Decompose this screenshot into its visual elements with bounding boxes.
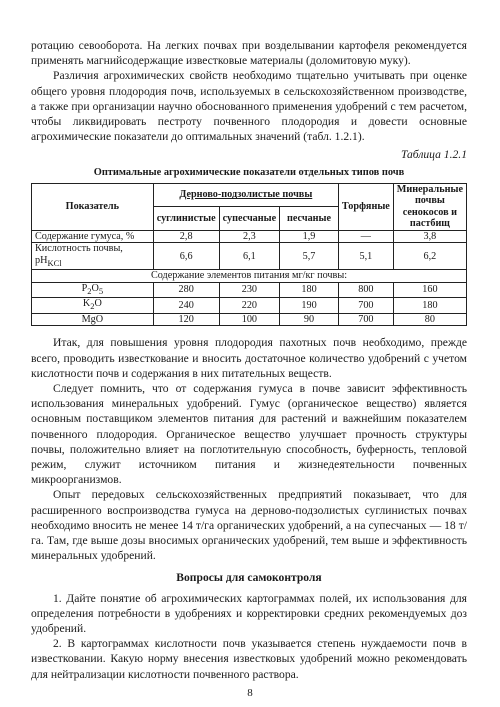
table-section-row <box>32 270 467 283</box>
cell: 80 <box>393 313 466 326</box>
cell: 3,8 <box>393 230 466 243</box>
agrochemical-table <box>31 183 467 327</box>
header-group: Дерново-подзолистые почвы <box>153 183 338 207</box>
header-sandy: песчаные <box>280 207 339 231</box>
row-label: $P_2O_5$ <box>32 282 154 298</box>
paragraph-4: Следует помнить, что от содержания гумуса в почве зависит эффективность использования минеральных удобрений. Гумус (органическое вещество) является основным поставщиком элементов питания для растений и важнейшим показателем почвенного плодородия. Органическое вещество улучшает прочность структуры почвы, положительно влияет на поглотительную способность, буферность, тепловой режим, служит источником питания и жизнедеятельности почвенных микроорганизмов. <box>31 382 467 487</box>
cell: 2,8 <box>153 230 219 243</box>
cell: 800 <box>338 282 393 298</box>
paragraph-1: ротацию севооборота. На легких почвах при возделывании картофеля рекомендуется применять магнийсодержащие известковые материалы (доломитовую муку). <box>31 39 467 68</box>
paragraph-5: Опыт передовых сельскохозяйственных предприятий показывает, что для расширенного воспроизводства гумуса на дерново-подзолистых суглинистых почвах необходимо вносить не менее 14 т/га органических удобрений, а на супесчаных — 18 т/га. Там, где выше дозы вносимых органических удобрений, тем выше и эффективность минеральных удобрений. <box>31 488 467 563</box>
question-1: 1. Дайте понятие об агрохимических картограммах полей, их использования для определения потребности в удобрениях и корректировки средних рекомендуемых доз удобрений. <box>31 591 467 636</box>
cell: 2,3 <box>219 230 280 243</box>
cell: 240 <box>153 298 219 314</box>
header-loam: суглинистые <box>153 207 219 231</box>
table-row <box>32 298 467 314</box>
table-row <box>32 230 467 243</box>
cell: 90 <box>280 313 339 326</box>
cell: 1,9 <box>280 230 339 243</box>
header-mineral: Минеральные почвы сенокосов и пастбищ <box>393 183 466 230</box>
cell: 120 <box>153 313 219 326</box>
cell: — <box>338 230 393 243</box>
cell: 5,7 <box>280 243 339 270</box>
cell: 6,2 <box>393 243 466 270</box>
row-label: Кислотность почвы, $pH_{KCl}$ <box>32 243 154 270</box>
cell: 220 <box>219 298 280 314</box>
header-sandy-loam: супесчаные <box>219 207 280 231</box>
row-label: Содержание гумуса, % <box>32 230 154 243</box>
cell: 100 <box>219 313 280 326</box>
cell: 180 <box>393 298 466 314</box>
question-2: 2. В картограммах кислотности почв указывается степень нуждаемости почв в известковании. Какую норму внесения известковых удобрений можно рекомендовать для нейтрализации кислотности почвенного раствора. <box>31 637 467 681</box>
paragraph-2: Различия агрохимических свойств необходимо тщательно учитывать при оценке общего уровня плодородия почв, используемых в сельскохозяйственном производстве, а также при организации научно обоснованного применения удобрений с тем расчетом, чтобы ликвидировать пестроту почвенного плодородия и довести основные агрохимические показатели до оптимальных значений (табл. 1.2.1). <box>31 69 467 144</box>
table-row <box>32 313 467 326</box>
row-label: $K_2O$ <box>32 298 154 314</box>
row-label: MgO <box>32 313 154 326</box>
cell: 6,6 <box>153 243 219 270</box>
paragraph-3: Итак, для повышения уровня плодородия пахотных почв необходимо, прежде всего, проводить известкование и вносить достаточное количество удобрений с учетом кислотности почв и содержания в них питательных веществ. <box>31 336 467 380</box>
header-peat: Торфяные <box>338 183 393 230</box>
cell: 700 <box>338 298 393 314</box>
header-indicator: Показатель <box>32 183 154 230</box>
table-caption: Таблица 1.2.1 <box>400 148 467 162</box>
cell: 190 <box>280 298 339 314</box>
section-label: Содержание элементов питания мг/кг почвы: <box>32 270 467 283</box>
cell: 280 <box>153 282 219 298</box>
cell: 6,1 <box>219 243 280 270</box>
cell: 5,1 <box>338 243 393 270</box>
cell: 160 <box>393 282 466 298</box>
cell: 700 <box>338 313 393 326</box>
table-row <box>32 243 467 270</box>
cell: 180 <box>280 282 339 298</box>
table-title: Оптимальные агрохимические показатели отдельных типов почв <box>93 166 405 178</box>
table-row <box>32 282 467 298</box>
questions-heading: Вопросы для самоконтроля <box>176 571 322 585</box>
cell: 230 <box>219 282 280 298</box>
page-number: 8 <box>247 687 253 699</box>
